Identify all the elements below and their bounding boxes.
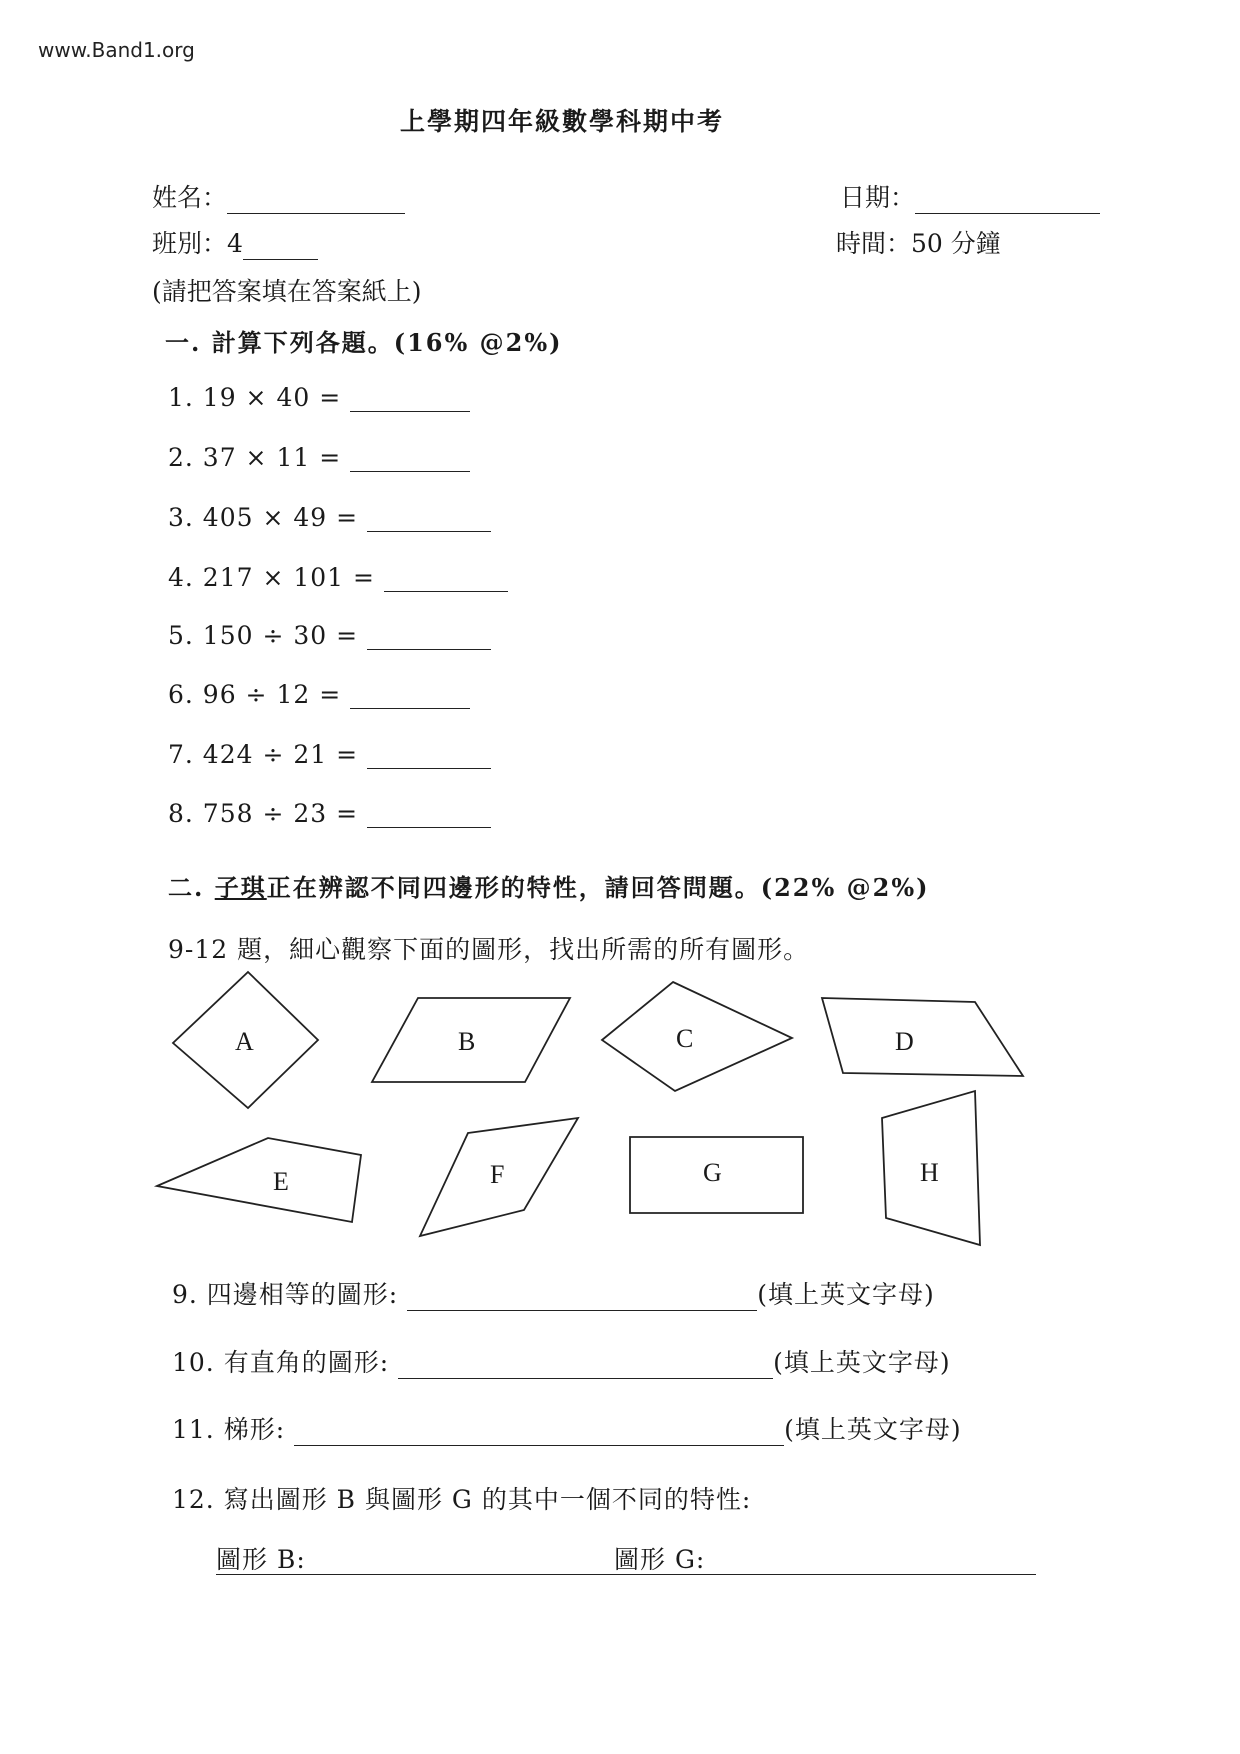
question-12: 12. 寫出圖形 B 與圖形 G 的其中一個不同的特性: bbox=[172, 1485, 752, 1514]
section2-intro: 9-12 題，細心觀察下面的圖形，找出所需的所有圖形。 bbox=[168, 935, 810, 964]
shape-label-a: A bbox=[235, 1027, 254, 1056]
section2-heading-rest: 正在辨認不同四邊形的特性，請回答問題。(22% @2%) bbox=[266, 873, 930, 902]
shape-label-c: C bbox=[676, 1024, 694, 1053]
section2-student-name: 子琪 bbox=[214, 873, 267, 902]
section2-prefix: 二. bbox=[168, 873, 215, 902]
shape-c bbox=[602, 982, 792, 1091]
shape-label-f: F bbox=[490, 1160, 505, 1189]
question-8-text: 8. 758 ÷ 23 = bbox=[168, 799, 359, 828]
question-6-text: 6. 96 ÷ 12 = bbox=[168, 680, 342, 709]
shape-g-label: 圖形 G: bbox=[614, 1545, 706, 1574]
class-label: 班別：4 bbox=[152, 229, 243, 258]
question-5-text: 5. 150 ÷ 30 = bbox=[168, 621, 359, 650]
shape-label-h: H bbox=[920, 1158, 939, 1187]
instruction-text: (請把答案填在答案紙上) bbox=[152, 277, 422, 306]
question-3-text: 3. 405 × 49 = bbox=[168, 503, 359, 532]
question-10 bbox=[172, 1343, 951, 1379]
time-label: 時間：50 分鐘 bbox=[836, 229, 1001, 258]
question-1-text: 1. 19 × 40 = bbox=[168, 383, 342, 412]
question-2-text: 2. 37 × 11 = bbox=[168, 443, 342, 472]
question-11-text: 11. 梯形: bbox=[172, 1415, 286, 1444]
shape-label-e: E bbox=[273, 1167, 289, 1196]
page-title: 上學期四年級數學科期中考 bbox=[400, 107, 725, 136]
shape-label-g: G bbox=[703, 1158, 722, 1187]
shape-label-b: B bbox=[458, 1027, 476, 1056]
shape-e bbox=[157, 1138, 361, 1222]
question-12-answer-line[interactable] bbox=[216, 1540, 1036, 1575]
question-11-hint: (填上英文字母) bbox=[784, 1415, 962, 1444]
section1-heading: 一. 計算下列各題。(16% @2%) bbox=[165, 328, 563, 357]
answer-blank-11[interactable] bbox=[294, 1444, 784, 1446]
site-watermark: www.Band1.org bbox=[38, 38, 195, 62]
question-4-text: 4. 217 × 101 = bbox=[168, 563, 375, 592]
answer-blank-9[interactable] bbox=[407, 1309, 757, 1311]
question-7-text: 7. 424 ÷ 21 = bbox=[168, 740, 359, 769]
question-9-hint: (填上英文字母) bbox=[757, 1280, 935, 1309]
shape-d bbox=[822, 998, 1023, 1076]
shape-label-d: D bbox=[895, 1027, 914, 1056]
answer-blank-10[interactable] bbox=[398, 1377, 773, 1379]
question-9-text: 9. 四邊相等的圖形: bbox=[172, 1280, 399, 1309]
question-10-hint: (填上英文字母) bbox=[773, 1348, 951, 1377]
question-9 bbox=[172, 1275, 935, 1311]
name-label: 姓名： bbox=[152, 183, 228, 212]
question-10-text: 10. 有直角的圖形: bbox=[172, 1348, 390, 1377]
date-label: 日期： bbox=[840, 183, 916, 212]
shape-b-label: 圖形 B: bbox=[216, 1545, 306, 1574]
question-11 bbox=[172, 1410, 962, 1446]
